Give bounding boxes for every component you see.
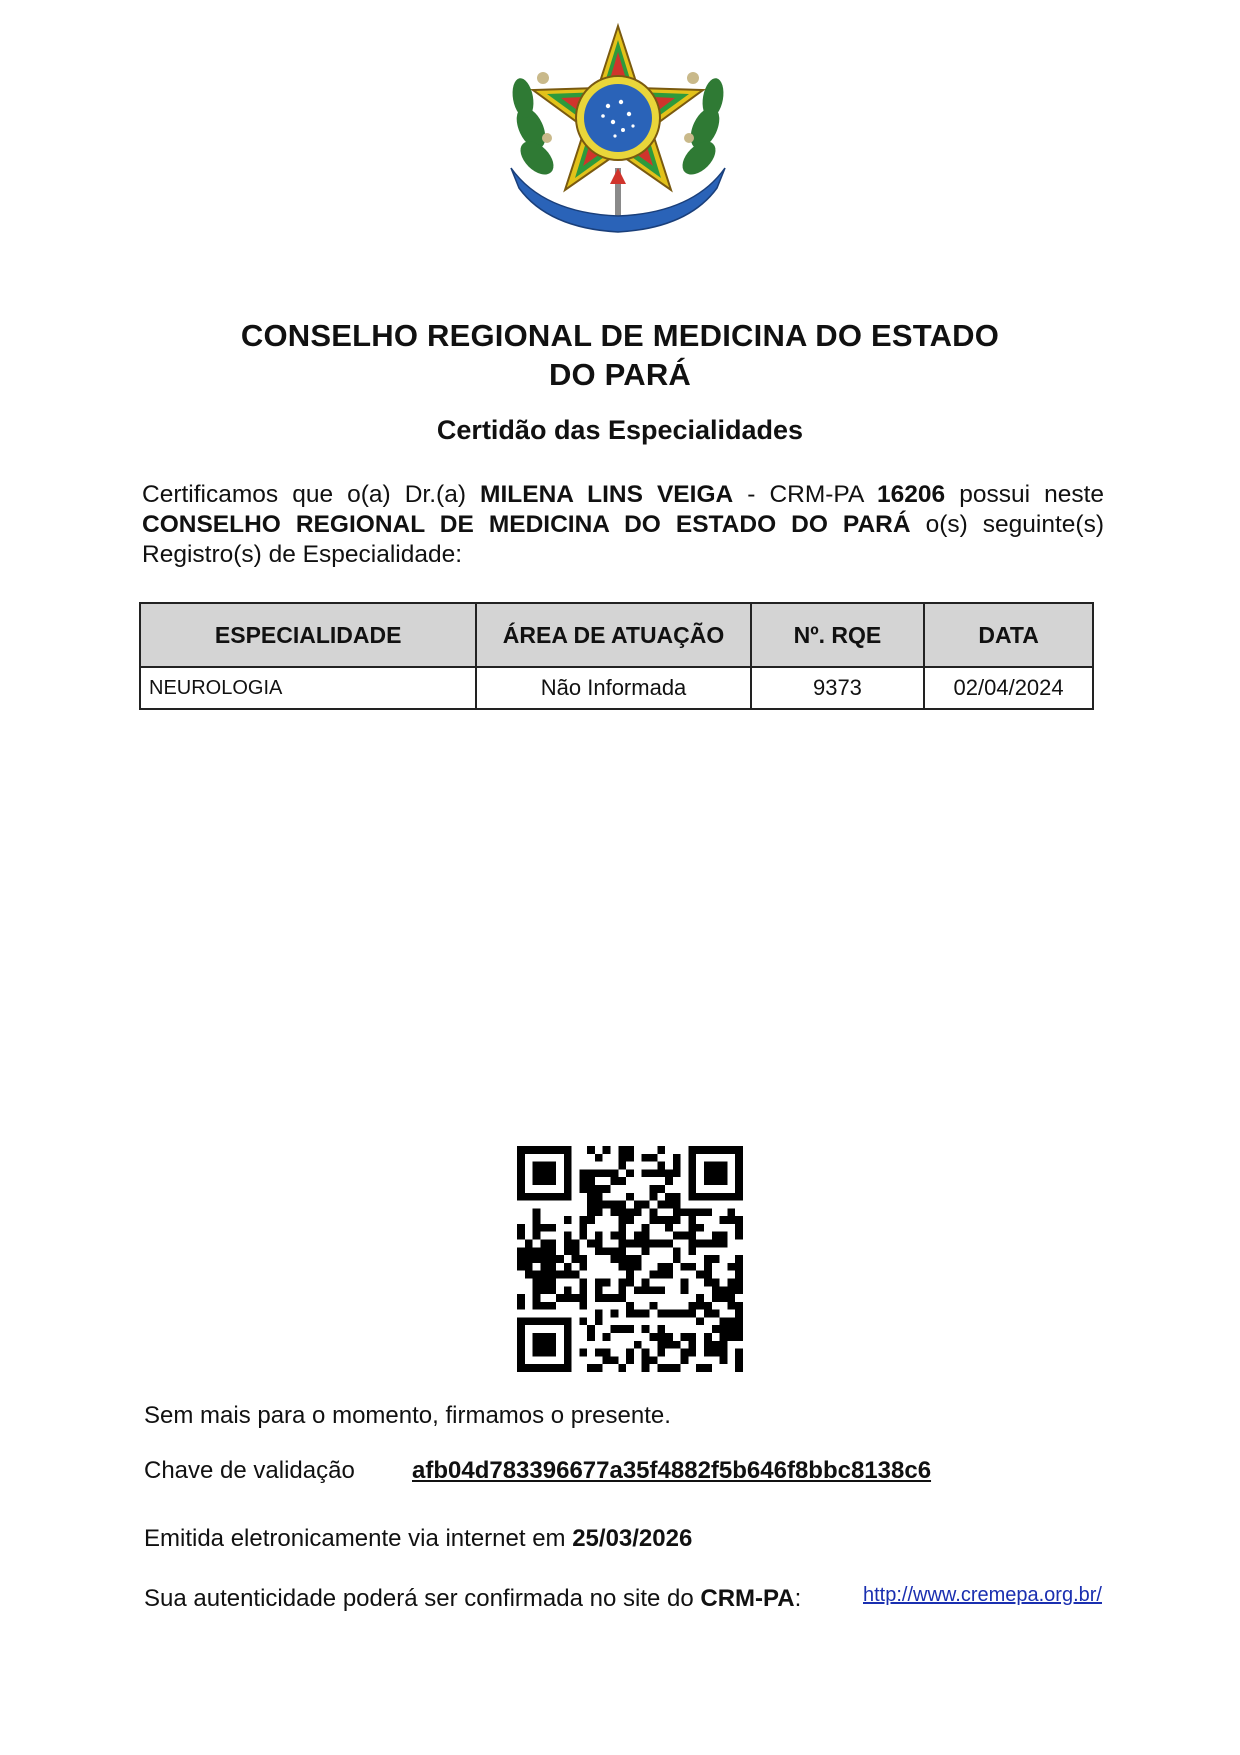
emitted-date: 25/03/2026 bbox=[572, 1525, 693, 1552]
council-name: CONSELHO REGIONAL DE MEDICINA DO ESTADO DO PARÁ bbox=[142, 511, 911, 538]
authenticity-line bbox=[144, 1585, 801, 1613]
closing-text: Sem mais para o momento, firmamos o presente. bbox=[144, 1402, 671, 1429]
intro-middle: possui neste bbox=[945, 481, 1105, 508]
doctor-name: MILENA LINS VEIGA bbox=[480, 481, 734, 508]
validation-line bbox=[144, 1457, 932, 1485]
cell-date: 02/04/2024 bbox=[924, 667, 1093, 709]
specialties-table bbox=[139, 602, 1094, 710]
column-header-rqe: Nº. RQE bbox=[751, 603, 924, 667]
crm-number: 16206 bbox=[877, 481, 946, 508]
intro-paragraph bbox=[142, 480, 1104, 570]
crm-label: - CRM-PA bbox=[733, 481, 877, 508]
site-prefix: Sua autenticidade poderá ser confirmada no site do bbox=[144, 1585, 701, 1612]
emitted-prefix: Emitida eletronicamente via internet em bbox=[144, 1525, 573, 1552]
column-header-date: DATA bbox=[924, 603, 1093, 667]
cell-rqe: 9373 bbox=[751, 667, 924, 709]
cell-specialty: NEUROLOGIA bbox=[140, 667, 476, 709]
qr-code-icon bbox=[517, 1146, 743, 1372]
validation-key: afb04d783396677a35f4882f5b646f8bbc8138c6 bbox=[412, 1457, 932, 1484]
cremepa-site-link[interactable]: http://www.cremepa.org.br/ bbox=[863, 1584, 1102, 1606]
validation-label: Chave de validação bbox=[144, 1457, 355, 1484]
cell-area: Não Informada bbox=[476, 667, 750, 709]
table-header-row bbox=[140, 603, 1093, 667]
column-header-area: ÁREA DE ATUAÇÃO bbox=[476, 603, 750, 667]
site-org: CRM-PA bbox=[700, 1585, 795, 1612]
table-row bbox=[140, 667, 1093, 709]
column-header-specialty: ESPECIALIDADE bbox=[140, 603, 476, 667]
intro-suffix: o(s) seguinte(s) Registro(s) de Especialidade: bbox=[142, 511, 1104, 568]
emitted-line bbox=[144, 1525, 692, 1553]
intro-prefix: Certificamos que o(a) Dr.(a) bbox=[142, 481, 481, 508]
site-suffix: : bbox=[794, 1585, 802, 1612]
document-title-line1: CONSELHO REGIONAL DE MEDICINA DO ESTADO bbox=[240, 318, 1000, 353]
document-subtitle: Certidão das Especialidades bbox=[436, 415, 804, 445]
document-title-line2: DO PARÁ bbox=[548, 357, 692, 392]
brazil-coat-of-arms-icon bbox=[503, 18, 733, 244]
